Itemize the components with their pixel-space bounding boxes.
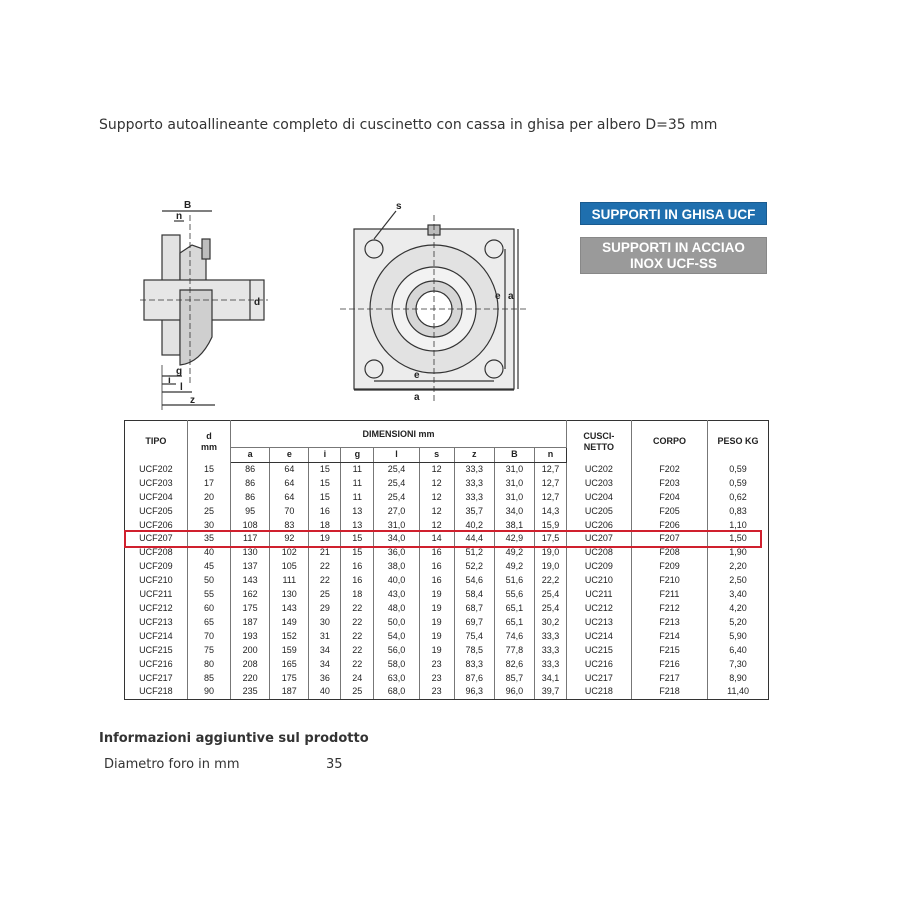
table-cell: 12,7 [535, 477, 567, 491]
table-cell: UCF206 [125, 519, 188, 533]
table-cell: 34,1 [535, 672, 567, 686]
table-cell: UC212 [566, 602, 631, 616]
table-cell: 30,2 [535, 616, 567, 630]
table-cell: 15 [309, 491, 341, 505]
table-cell: UCF207 [125, 532, 188, 546]
table-cell: 165 [270, 658, 309, 672]
table-cell: 15 [309, 462, 341, 476]
table-cell: UCF213 [125, 616, 188, 630]
table-cell: 143 [231, 574, 270, 588]
table-cell: 19 [309, 532, 341, 546]
table-cell: 149 [270, 616, 309, 630]
table-cell: 11 [341, 477, 374, 491]
table-cell: F217 [631, 672, 707, 686]
header-tipo: TIPO [125, 421, 188, 463]
table-cell: F206 [631, 519, 707, 533]
table-cell: 96,0 [494, 685, 534, 699]
table-cell: 19 [419, 588, 454, 602]
table-cell: UC209 [566, 560, 631, 574]
table-cell: 15 [309, 477, 341, 491]
table-cell: UC208 [566, 546, 631, 560]
table-cell: 33,3 [535, 630, 567, 644]
table-cell: 50,0 [374, 616, 419, 630]
table-cell: UCF218 [125, 685, 188, 699]
table-row [125, 672, 769, 686]
table-cell: 0,59 [708, 462, 769, 476]
table-cell: 19 [419, 602, 454, 616]
table-cell: 75,4 [454, 630, 494, 644]
table-cell: 22 [341, 602, 374, 616]
table-cell: 19 [419, 630, 454, 644]
acciaio-button-line1: SUPPORTI IN ACCIAO [602, 240, 745, 255]
table-cell: 12 [419, 519, 454, 533]
table-cell: 108 [231, 519, 270, 533]
table-cell: F216 [631, 658, 707, 672]
bore-diameter-label: Diametro foro in mm [104, 757, 240, 772]
header-corpo: CORPO [631, 421, 707, 463]
table-cell: 87,6 [454, 672, 494, 686]
table-cell: UC207 [566, 532, 631, 546]
table-cell: 23 [419, 658, 454, 672]
table-row [125, 588, 769, 602]
table-cell: F218 [631, 685, 707, 699]
table-row [125, 519, 769, 533]
table-cell: 13 [341, 519, 374, 533]
table-cell: 5,90 [708, 630, 769, 644]
table-cell: 16 [309, 505, 341, 519]
dim-label-d: d [254, 297, 261, 308]
table-cell: 54,6 [454, 574, 494, 588]
table-cell: 15 [187, 462, 230, 476]
table-cell: 143 [270, 602, 309, 616]
bore-diameter-value: 35 [326, 757, 343, 772]
table-cell: 187 [231, 616, 270, 630]
table-cell: 75 [187, 644, 230, 658]
table-row [125, 602, 769, 616]
header-d [187, 421, 230, 463]
table-cell: 19 [419, 616, 454, 630]
dim-label-i: i [168, 375, 171, 386]
table-row [125, 685, 769, 699]
table-cell: UCF217 [125, 672, 188, 686]
table-cell: 36 [309, 672, 341, 686]
table-cell: 86 [231, 477, 270, 491]
table-cell: F212 [631, 602, 707, 616]
table-cell: 16 [419, 546, 454, 560]
table-cell: 12 [419, 477, 454, 491]
table-row [125, 616, 769, 630]
table-cell: UC203 [566, 477, 631, 491]
dim-label-l: l [180, 382, 183, 393]
table-cell: 35,7 [454, 505, 494, 519]
table-cell: 68,0 [374, 685, 419, 699]
table-cell: 95 [231, 505, 270, 519]
header-cuscinetto-line1: CUSCI- [583, 430, 615, 441]
dim-label-e-vertical: e [495, 291, 501, 302]
table-cell: 86 [231, 491, 270, 505]
table-cell: UCF214 [125, 630, 188, 644]
table-cell: 2,20 [708, 560, 769, 574]
table-row [125, 630, 769, 644]
table-cell: 6,40 [708, 644, 769, 658]
header-cuscinetto-line2: NETTO [583, 441, 615, 452]
header-dim-s: s [419, 448, 454, 463]
table-cell: 85,7 [494, 672, 534, 686]
table-cell: 22,2 [535, 574, 567, 588]
table-cell: 40 [187, 546, 230, 560]
table-cell: 63,0 [374, 672, 419, 686]
dim-label-z: z [190, 395, 195, 406]
product-description: Supporto autoallineante completo di cuscinetto con cassa in ghisa per albero D=35 mm [99, 117, 718, 133]
table-cell: 16 [419, 560, 454, 574]
table-cell: 130 [231, 546, 270, 560]
table-cell: 25 [341, 685, 374, 699]
table-cell: 0,83 [708, 505, 769, 519]
table-cell: 1,10 [708, 519, 769, 533]
table-cell: 64 [270, 491, 309, 505]
table-cell: 31 [309, 630, 341, 644]
table-cell: 152 [270, 630, 309, 644]
table-cell: 220 [231, 672, 270, 686]
table-cell: 49,2 [494, 560, 534, 574]
table-cell: 43,0 [374, 588, 419, 602]
table-cell: 11,40 [708, 685, 769, 699]
table-cell: UC210 [566, 574, 631, 588]
additional-info-title: Informazioni aggiuntive sul prodotto [99, 731, 369, 746]
table-cell: 58,0 [374, 658, 419, 672]
table-cell: 25,4 [535, 588, 567, 602]
table-cell: 22 [341, 644, 374, 658]
header-dim-n: n [535, 448, 567, 463]
table-cell: 42,9 [494, 532, 534, 546]
table-cell: 175 [270, 672, 309, 686]
table-cell: 51,2 [454, 546, 494, 560]
header-dimensioni: DIMENSIONI mm [231, 421, 567, 448]
table-cell: UCF211 [125, 588, 188, 602]
table-cell: 117 [231, 532, 270, 546]
dim-label-B: B [184, 200, 192, 211]
table-cell: 33,3 [535, 658, 567, 672]
table-cell: 25,4 [374, 462, 419, 476]
table-cell: 5,20 [708, 616, 769, 630]
table-cell: 16 [341, 574, 374, 588]
table-cell: 187 [270, 685, 309, 699]
table-cell: 15 [341, 546, 374, 560]
table-cell: 162 [231, 588, 270, 602]
table-cell: F203 [631, 477, 707, 491]
table-cell: 22 [309, 560, 341, 574]
table-cell: 45 [187, 560, 230, 574]
table-cell: 25,4 [535, 602, 567, 616]
table-cell: 44,4 [454, 532, 494, 546]
table-cell: F202 [631, 462, 707, 476]
table-cell: 175 [231, 602, 270, 616]
table-cell: 70 [187, 630, 230, 644]
header-dim-z: z [454, 448, 494, 463]
table-cell: UC211 [566, 588, 631, 602]
table-cell: UC215 [566, 644, 631, 658]
table-cell: 15,9 [535, 519, 567, 533]
table-cell: F208 [631, 546, 707, 560]
header-dim-B: B [494, 448, 534, 463]
table-cell: 55 [187, 588, 230, 602]
table-cell: 25 [309, 588, 341, 602]
table-cell: 12,7 [535, 491, 567, 505]
table-cell: 159 [270, 644, 309, 658]
table-cell: 193 [231, 630, 270, 644]
table-cell: 11 [341, 462, 374, 476]
table-cell: 22 [309, 574, 341, 588]
table-cell: UCF210 [125, 574, 188, 588]
table-cell: UCF202 [125, 462, 188, 476]
dim-label-a-vertical: a [508, 291, 514, 302]
table-cell: 36,0 [374, 546, 419, 560]
table-cell: 74,6 [494, 630, 534, 644]
table-cell: 30 [187, 519, 230, 533]
table-cell: 96,3 [454, 685, 494, 699]
table-cell: 35 [187, 532, 230, 546]
table-cell: 40 [309, 685, 341, 699]
table-cell: 80 [187, 658, 230, 672]
table-cell: 111 [270, 574, 309, 588]
table-cell: 34 [309, 658, 341, 672]
table-cell: F214 [631, 630, 707, 644]
table-cell: F210 [631, 574, 707, 588]
table-cell: 130 [270, 588, 309, 602]
table-cell: 51,6 [494, 574, 534, 588]
table-cell: 38,1 [494, 519, 534, 533]
acciaio-button-line2: INOX UCF-SS [629, 256, 717, 271]
table-cell: UC205 [566, 505, 631, 519]
table-cell: 33,3 [535, 644, 567, 658]
table-cell: 19,0 [535, 546, 567, 560]
table-cell: 33,3 [454, 491, 494, 505]
table-cell: 27,0 [374, 505, 419, 519]
table-cell: 64 [270, 462, 309, 476]
table-cell: 16 [341, 560, 374, 574]
table-cell: 82,6 [494, 658, 534, 672]
table-row [125, 560, 769, 574]
table-row [125, 532, 769, 546]
table-cell: UC216 [566, 658, 631, 672]
table-cell: 56,0 [374, 644, 419, 658]
table-cell: 65 [187, 616, 230, 630]
table-cell: 60 [187, 602, 230, 616]
header-dim-e: e [270, 448, 309, 463]
table-cell: 54,0 [374, 630, 419, 644]
table-cell: 208 [231, 658, 270, 672]
table-cell: 200 [231, 644, 270, 658]
table-cell: 25,4 [374, 491, 419, 505]
table-cell: 68,7 [454, 602, 494, 616]
table-cell: UCF204 [125, 491, 188, 505]
table-cell: 0,62 [708, 491, 769, 505]
table-cell: 50 [187, 574, 230, 588]
table-cell: 31,0 [494, 462, 534, 476]
table-cell: 40,2 [454, 519, 494, 533]
dim-label-e-horizontal: e [414, 370, 420, 381]
table-cell: 105 [270, 560, 309, 574]
dim-label-a-horizontal: a [414, 392, 420, 403]
table-cell: F204 [631, 491, 707, 505]
table-cell: 33,3 [454, 477, 494, 491]
table-cell: UC202 [566, 462, 631, 476]
table-cell: 85 [187, 672, 230, 686]
table-cell: UC204 [566, 491, 631, 505]
table-cell: 70 [270, 505, 309, 519]
table-cell: 55,6 [494, 588, 534, 602]
table-cell: 11 [341, 491, 374, 505]
table-row [125, 477, 769, 491]
table-cell: 2,50 [708, 574, 769, 588]
table-cell: UC217 [566, 672, 631, 686]
table-cell: UCF212 [125, 602, 188, 616]
table-cell: UC218 [566, 685, 631, 699]
table-cell: 83,3 [454, 658, 494, 672]
table-cell: 12 [419, 462, 454, 476]
table-cell: 8,90 [708, 672, 769, 686]
table-cell: 69,7 [454, 616, 494, 630]
table-row [125, 574, 769, 588]
table-cell: 25,4 [374, 477, 419, 491]
table-cell: 235 [231, 685, 270, 699]
technical-drawing [140, 195, 540, 417]
header-dim-a: a [231, 448, 270, 463]
table-cell: 20 [187, 491, 230, 505]
table-cell: 16 [419, 574, 454, 588]
table-cell: 78,5 [454, 644, 494, 658]
table-row [125, 505, 769, 519]
table-cell: UC206 [566, 519, 631, 533]
table-cell: UCF216 [125, 658, 188, 672]
table-cell: 77,8 [494, 644, 534, 658]
table-cell: 65,1 [494, 616, 534, 630]
table-cell: 40,0 [374, 574, 419, 588]
table-cell: 65,1 [494, 602, 534, 616]
table-cell: 24 [341, 672, 374, 686]
table-cell: F209 [631, 560, 707, 574]
table-cell: 18 [309, 519, 341, 533]
table-row [125, 462, 769, 476]
table-cell: 23 [419, 685, 454, 699]
table-cell: 1,90 [708, 546, 769, 560]
table-cell: 34,0 [494, 505, 534, 519]
table-cell: 34 [309, 644, 341, 658]
table-cell: 19,0 [535, 560, 567, 574]
table-cell: 15 [341, 532, 374, 546]
table-cell: 0,59 [708, 477, 769, 491]
header-peso: PESO KG [708, 421, 769, 463]
table-cell: UCF205 [125, 505, 188, 519]
table-cell: 22 [341, 630, 374, 644]
table-cell: UCF203 [125, 477, 188, 491]
table-cell: UCF208 [125, 546, 188, 560]
table-cell: 34,0 [374, 532, 419, 546]
table-cell: 29 [309, 602, 341, 616]
table-cell: 31,0 [494, 491, 534, 505]
table-cell: 7,30 [708, 658, 769, 672]
header-d-unit: mm [200, 441, 217, 452]
table-cell: 58,4 [454, 588, 494, 602]
table-cell: 31,0 [494, 477, 534, 491]
table-cell: 14,3 [535, 505, 567, 519]
table-cell: 12 [419, 491, 454, 505]
table-cell: 137 [231, 560, 270, 574]
table-cell: 25 [187, 505, 230, 519]
table-row [125, 546, 769, 560]
table-cell: 83 [270, 519, 309, 533]
table-cell: 17 [187, 477, 230, 491]
table-cell: 1,50 [708, 532, 769, 546]
table-cell: UC214 [566, 630, 631, 644]
specifications-table [124, 420, 769, 700]
table-cell: F207 [631, 532, 707, 546]
dim-label-n: n [176, 211, 183, 222]
table-cell: 92 [270, 532, 309, 546]
table-cell: F215 [631, 644, 707, 658]
header-dim-g: g [341, 448, 374, 463]
table-cell: 12 [419, 505, 454, 519]
table-cell: 3,40 [708, 588, 769, 602]
table-cell: 31,0 [374, 519, 419, 533]
supporti-acciaio-button[interactable] [580, 237, 767, 274]
table-cell: 4,20 [708, 602, 769, 616]
table-cell: F211 [631, 588, 707, 602]
header-cuscinetto [566, 421, 631, 463]
table-cell: 39,7 [535, 685, 567, 699]
table-row [125, 644, 769, 658]
dim-label-s: s [396, 201, 402, 212]
table-cell: F213 [631, 616, 707, 630]
table-cell: 30 [309, 616, 341, 630]
table-cell: 64 [270, 477, 309, 491]
table-cell: 33,3 [454, 462, 494, 476]
table-cell: 38,0 [374, 560, 419, 574]
dim-label-g: g [176, 366, 183, 377]
table-cell: 17,5 [535, 532, 567, 546]
table-row [125, 658, 769, 672]
table-cell: UCF209 [125, 560, 188, 574]
table-cell: 18 [341, 588, 374, 602]
table-cell: F205 [631, 505, 707, 519]
table-cell: 21 [309, 546, 341, 560]
table-cell: 102 [270, 546, 309, 560]
table-cell: 90 [187, 685, 230, 699]
table-cell: 12,7 [535, 462, 567, 476]
table-cell: UCF215 [125, 644, 188, 658]
table-cell: 19 [419, 644, 454, 658]
table-cell: 14 [419, 532, 454, 546]
table-cell: 49,2 [494, 546, 534, 560]
table-cell: 86 [231, 462, 270, 476]
table-cell: 22 [341, 616, 374, 630]
table-row [125, 491, 769, 505]
header-dim-i: i [309, 448, 341, 463]
table-cell: 22 [341, 658, 374, 672]
header-dim-l: l [374, 448, 419, 463]
table-cell: 23 [419, 672, 454, 686]
table-cell: 52,2 [454, 560, 494, 574]
supporti-ghisa-button[interactable]: SUPPORTI IN GHISA UCF [580, 202, 767, 225]
table-cell: 13 [341, 505, 374, 519]
table-cell: UC213 [566, 616, 631, 630]
header-d-label: d [206, 430, 212, 441]
table-cell: 48,0 [374, 602, 419, 616]
